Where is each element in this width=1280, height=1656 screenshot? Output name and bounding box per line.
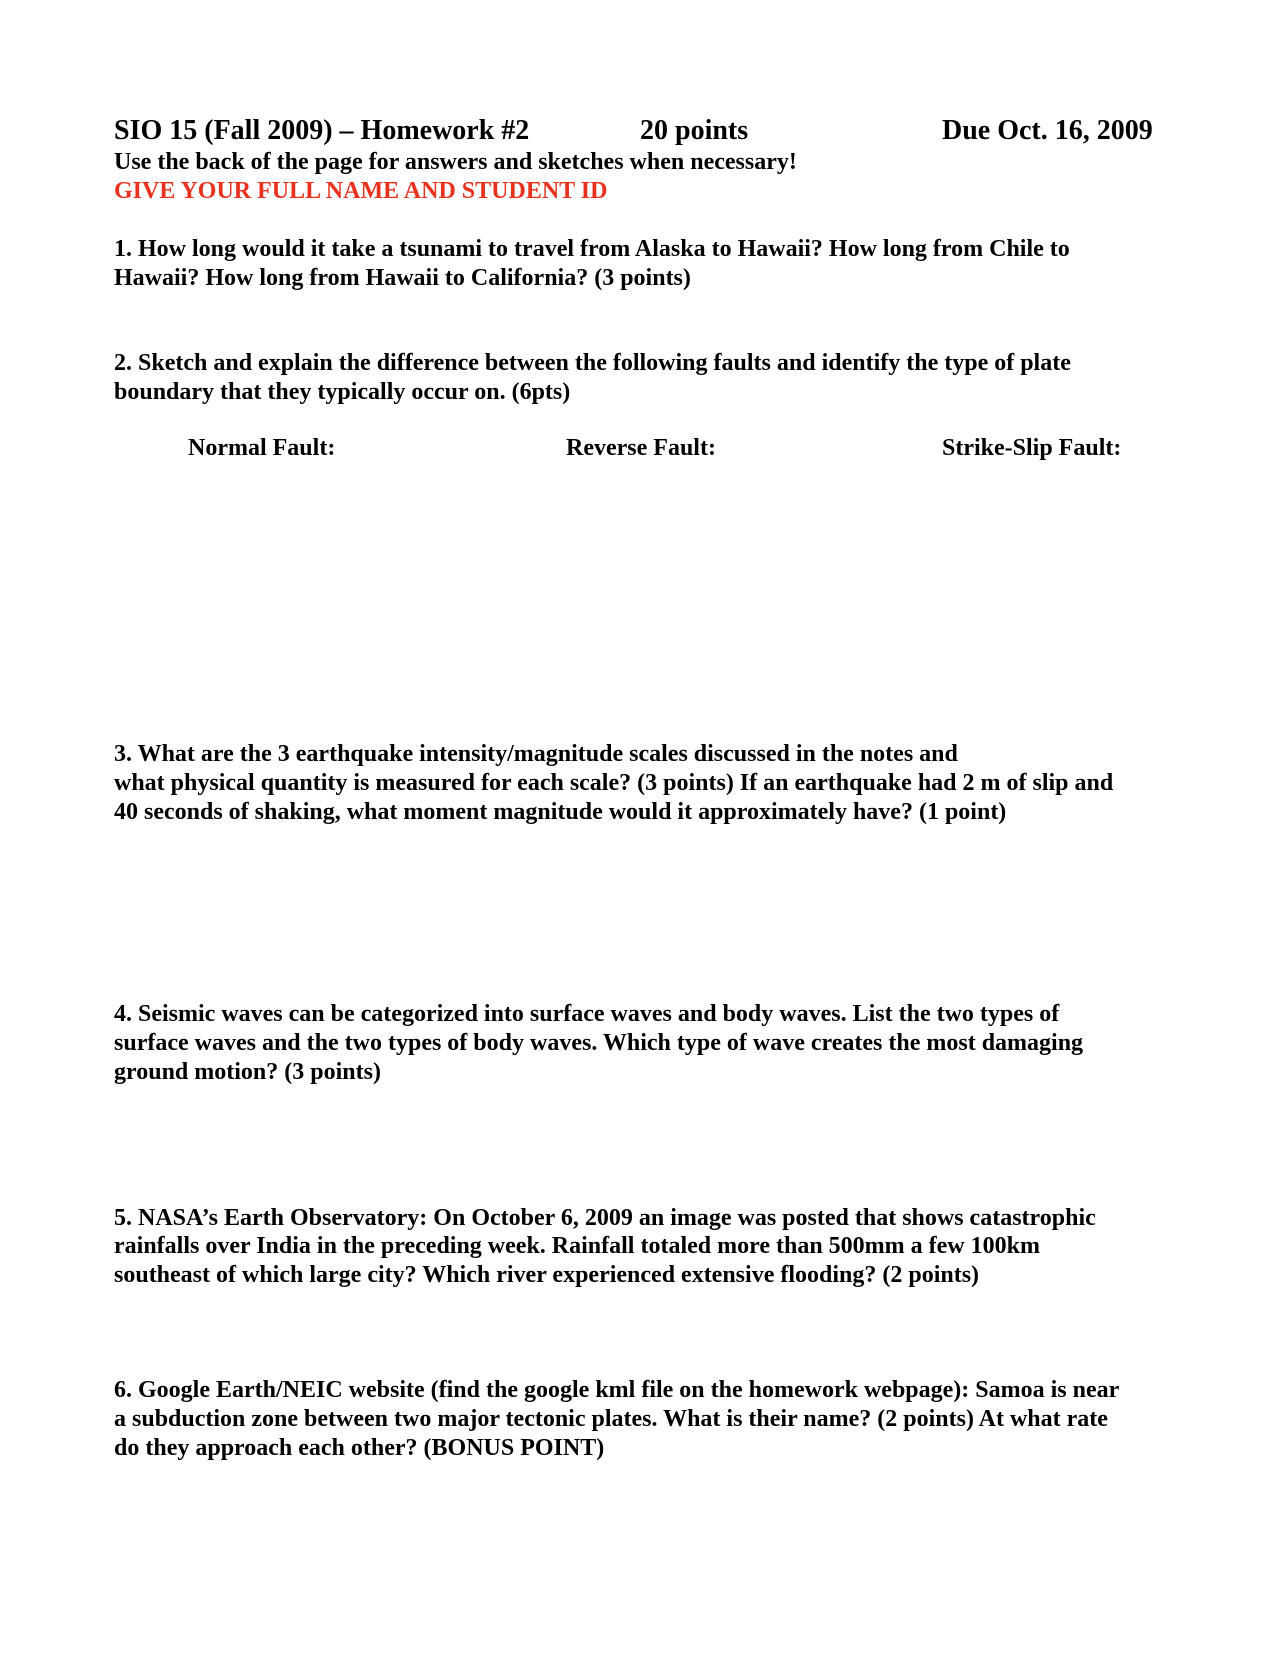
question-4-line: 4. Seismic waves can be categorized into surface waves and body waves. List the two types of	[114, 1001, 1060, 1027]
question-3-line: 3. What are the 3 earthquake intensity/magnitude scales discussed in the notes and	[114, 741, 958, 767]
strike-slip-fault-label: Strike-Slip Fault:	[942, 435, 1122, 461]
question-5-line: southeast of which large city? Which river experienced extensive flooding? (2 points)	[114, 1262, 980, 1288]
instructions-line: Use the back of the page for answers and sketches when necessary!	[114, 149, 797, 175]
name-id-notice: GIVE YOUR FULL NAME AND STUDENT ID	[114, 178, 608, 204]
question-2-line: 2. Sketch and explain the difference between the following faults and identify the type of plate	[114, 350, 1071, 376]
question-3-line: 40 seconds of shaking, what moment magnitude would it approximately have? (1 point)	[114, 799, 1007, 825]
question-6-line: 6. Google Earth/NEIC website (find the google kml file on the homework webpage): Samoa is near	[114, 1377, 1120, 1403]
question-3-line: what physical quantity is measured for each scale? (3 points) If an earthquake had 2 m of slip and	[114, 770, 1114, 796]
question-1-line: 1. How long would it take a tsunami to travel from Alaska to Hawaii? How long from Chile to	[114, 236, 1070, 262]
question-1-line: Hawaii? How long from Hawaii to California? (3 points)	[114, 265, 691, 291]
total-points: 20 points	[640, 115, 749, 146]
question-6-line: do they approach each other? (BONUS POINT)	[114, 1435, 605, 1461]
due-date: Due Oct. 16, 2009	[942, 115, 1153, 146]
question-4-line: ground motion? (3 points)	[114, 1059, 381, 1085]
question-5-line: 5. NASA’s Earth Observatory: On October 6, 2009 an image was posted that shows catastrophic	[114, 1205, 1096, 1231]
question-5-line: rainfalls over India in the preceding week. Rainfall totaled more than 500mm a few 100km	[114, 1233, 1040, 1259]
question-2-line: boundary that they typically occur on. (6pts)	[114, 379, 571, 405]
reverse-fault-label: Reverse Fault:	[566, 435, 716, 461]
assignment-title: SIO 15 (Fall 2009) – Homework #2	[114, 115, 530, 146]
normal-fault-label: Normal Fault:	[188, 435, 336, 461]
question-6-line: a subduction zone between two major tectonic plates. What is their name? (2 points) At what rate	[114, 1406, 1108, 1432]
question-4-line: surface waves and the two types of body waves. Which type of wave creates the most damaging	[114, 1030, 1084, 1056]
